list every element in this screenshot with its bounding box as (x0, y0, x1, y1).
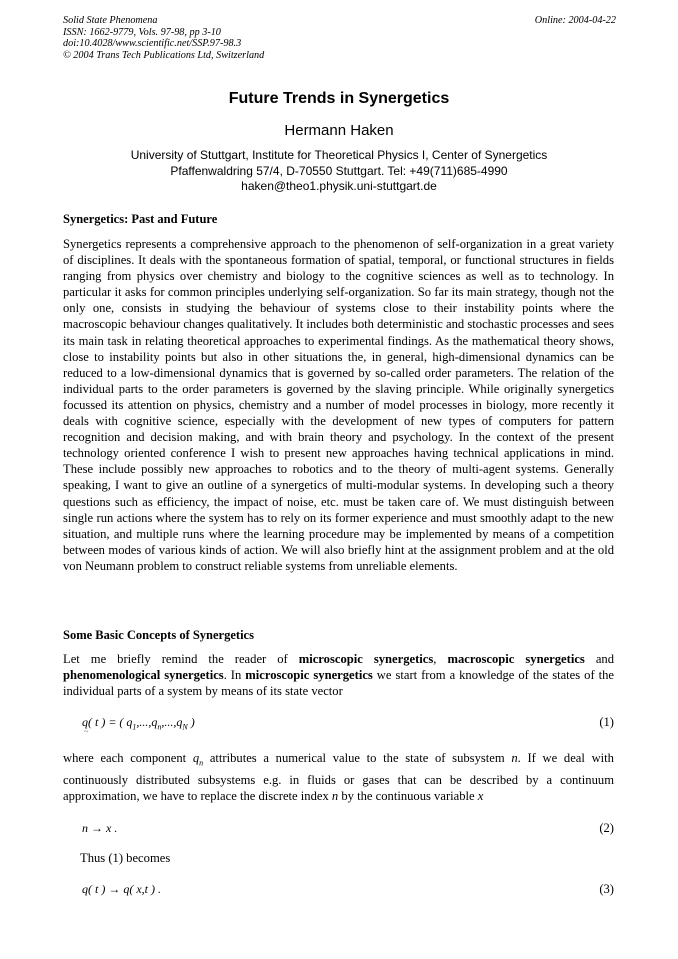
equation-2-text: n → x . (82, 821, 118, 835)
subscript: N (182, 722, 188, 732)
equation-part: ,...,q (136, 715, 158, 729)
section-1-body: Synergetics represents a comprehensive approach to the phenomenon of self-organization in a great variety of disciplines. It deals with the spontaneous formation of spatial, temporal, or functional structures in fields ranging from physics over chemistry and biology to the cognitive sciences as well as to technology. In particular it asks for common principles underlying self-organization. So far its main strategy, though not the only one, consists in studying the behaviour of systems close to their instability points where the macroscopic behaviour changes qualitatively. It includes both deterministic and stochastic processes and sees its main task in relating theoretical approaches to experimental findings. As the mathematical theory shows, close to instability points but also in other situations the, in general, high-dimensional dynamics can be reduced to a low-dimensional dynamics that is governed by so-called order parameters. The relation of the individual parts to the order parameters is governed by the slaving principle. While originally synergetics focussed its attention on physics, chemistry and a number of model processes in biology, more recently it deals with cognitive science, especially with the development of new types of computers for pattern recognition and decision making, and with brain theory and psychology. In the context of the present technology oriented conference I wish to present new approaches having technical applications in mind. These include possibly new approaches to robotics and to the theory of multi-agent systems. Generally speaking, I want to give an outline of a synergetics of multi-modular systems. In developing such a theory questions such as efficiency, the impact of noise, etc. must be taken care of. We must distinguish between single run actions where the system has to rely on its former experience and must smoothly adapt to the new situation, and multiple runs where the learning procedure may be implemented by means of a competition between modes of various kinds of action. We will also briefly hint at the assignment problem and at the old von Neumann problem to construct reliable systems from unreliable elements. (63, 237, 614, 573)
equation-3 (82, 882, 614, 900)
equation-1 (82, 715, 614, 736)
text-run: attributes a numerical value to the state of subsystem (203, 751, 512, 765)
inline-math: n (511, 751, 518, 765)
inline-subscript: n (199, 758, 204, 768)
journal-name: Solid State Phenomena (63, 15, 158, 26)
text-run: and (584, 652, 615, 666)
vector-tilde-mark: ~ (84, 727, 89, 736)
cut-off-header-line (63, 61, 616, 66)
equation-number: (1) (599, 715, 614, 729)
author-email: haken@theo1.physik.uni-stuttgart.de (241, 179, 437, 193)
text-run: , (433, 652, 448, 666)
bold-term: microscopic synergetics (245, 668, 373, 683)
doi: doi:10.4028/www.scientific.net/SSP.97-98.3 (63, 38, 242, 49)
inline-math: n (331, 788, 339, 803)
section-2-paragraph-1 (63, 651, 614, 699)
equation-number: (2) (599, 821, 614, 835)
inline-math: q (192, 751, 200, 765)
affiliation (0, 148, 678, 195)
bold-term: macroscopic synergetics (447, 652, 585, 666)
equation-number: (3) (599, 882, 614, 896)
equation-part: ) (187, 715, 195, 729)
equation-3-text: q( t ) → q( x,t ) . (82, 882, 161, 896)
text-run: by the continuous variable (338, 788, 478, 803)
issn: ISSN: 1662-9779, Vols. 97-98, pp 3-10 (63, 26, 221, 38)
text-run: we start from a knowledge of the states of the individual parts of a system by means of its state vector (63, 668, 614, 699)
text-run: where each component (63, 751, 193, 765)
section-heading-1: Synergetics: Past and Future (63, 212, 218, 226)
equation-2 (82, 821, 614, 839)
equation-part: ,...,q (161, 715, 183, 729)
subscript: n (157, 722, 162, 732)
paper-title: Future Trends in Synergetics (228, 90, 450, 107)
affiliation-line-1: University of Stuttgart, Institute for Theoretical Physics I, Center of Synergetics (130, 148, 548, 162)
section-2-paragraph-3: Thus (1) becomes (80, 851, 171, 865)
affiliation-line-2: Pfaffenwaldring 57/4, D-70550 Stuttgart. Tel: +49(711)685-4990 (170, 163, 508, 178)
copyright: © 2004 Trans Tech Publications Ltd, Switzerland (63, 49, 265, 61)
text-run: . In (223, 668, 246, 683)
inline-math: x (477, 788, 484, 803)
section-heading-2: Some Basic Concepts of Synergetics (63, 628, 254, 642)
section-2-paragraph-2 (63, 750, 614, 804)
online-date: Online: 2004-04-22 (534, 15, 616, 26)
text-run: . If we deal with continuously distributed subsystems e.g. in fluids or gases that can be described by a continuum approximation, we have to replace the discrete index (63, 751, 614, 803)
subscript: 1 (132, 722, 137, 732)
equation-1-lhs: q( t ) = ( q (82, 715, 133, 729)
text-run: Let me briefly remind the reader of (63, 652, 299, 666)
journal-header (63, 15, 616, 66)
bold-term: phenomenological synergetics (63, 668, 224, 683)
author-name: Hermann Haken (284, 122, 394, 139)
bold-term: microscopic synergetics (298, 652, 434, 666)
